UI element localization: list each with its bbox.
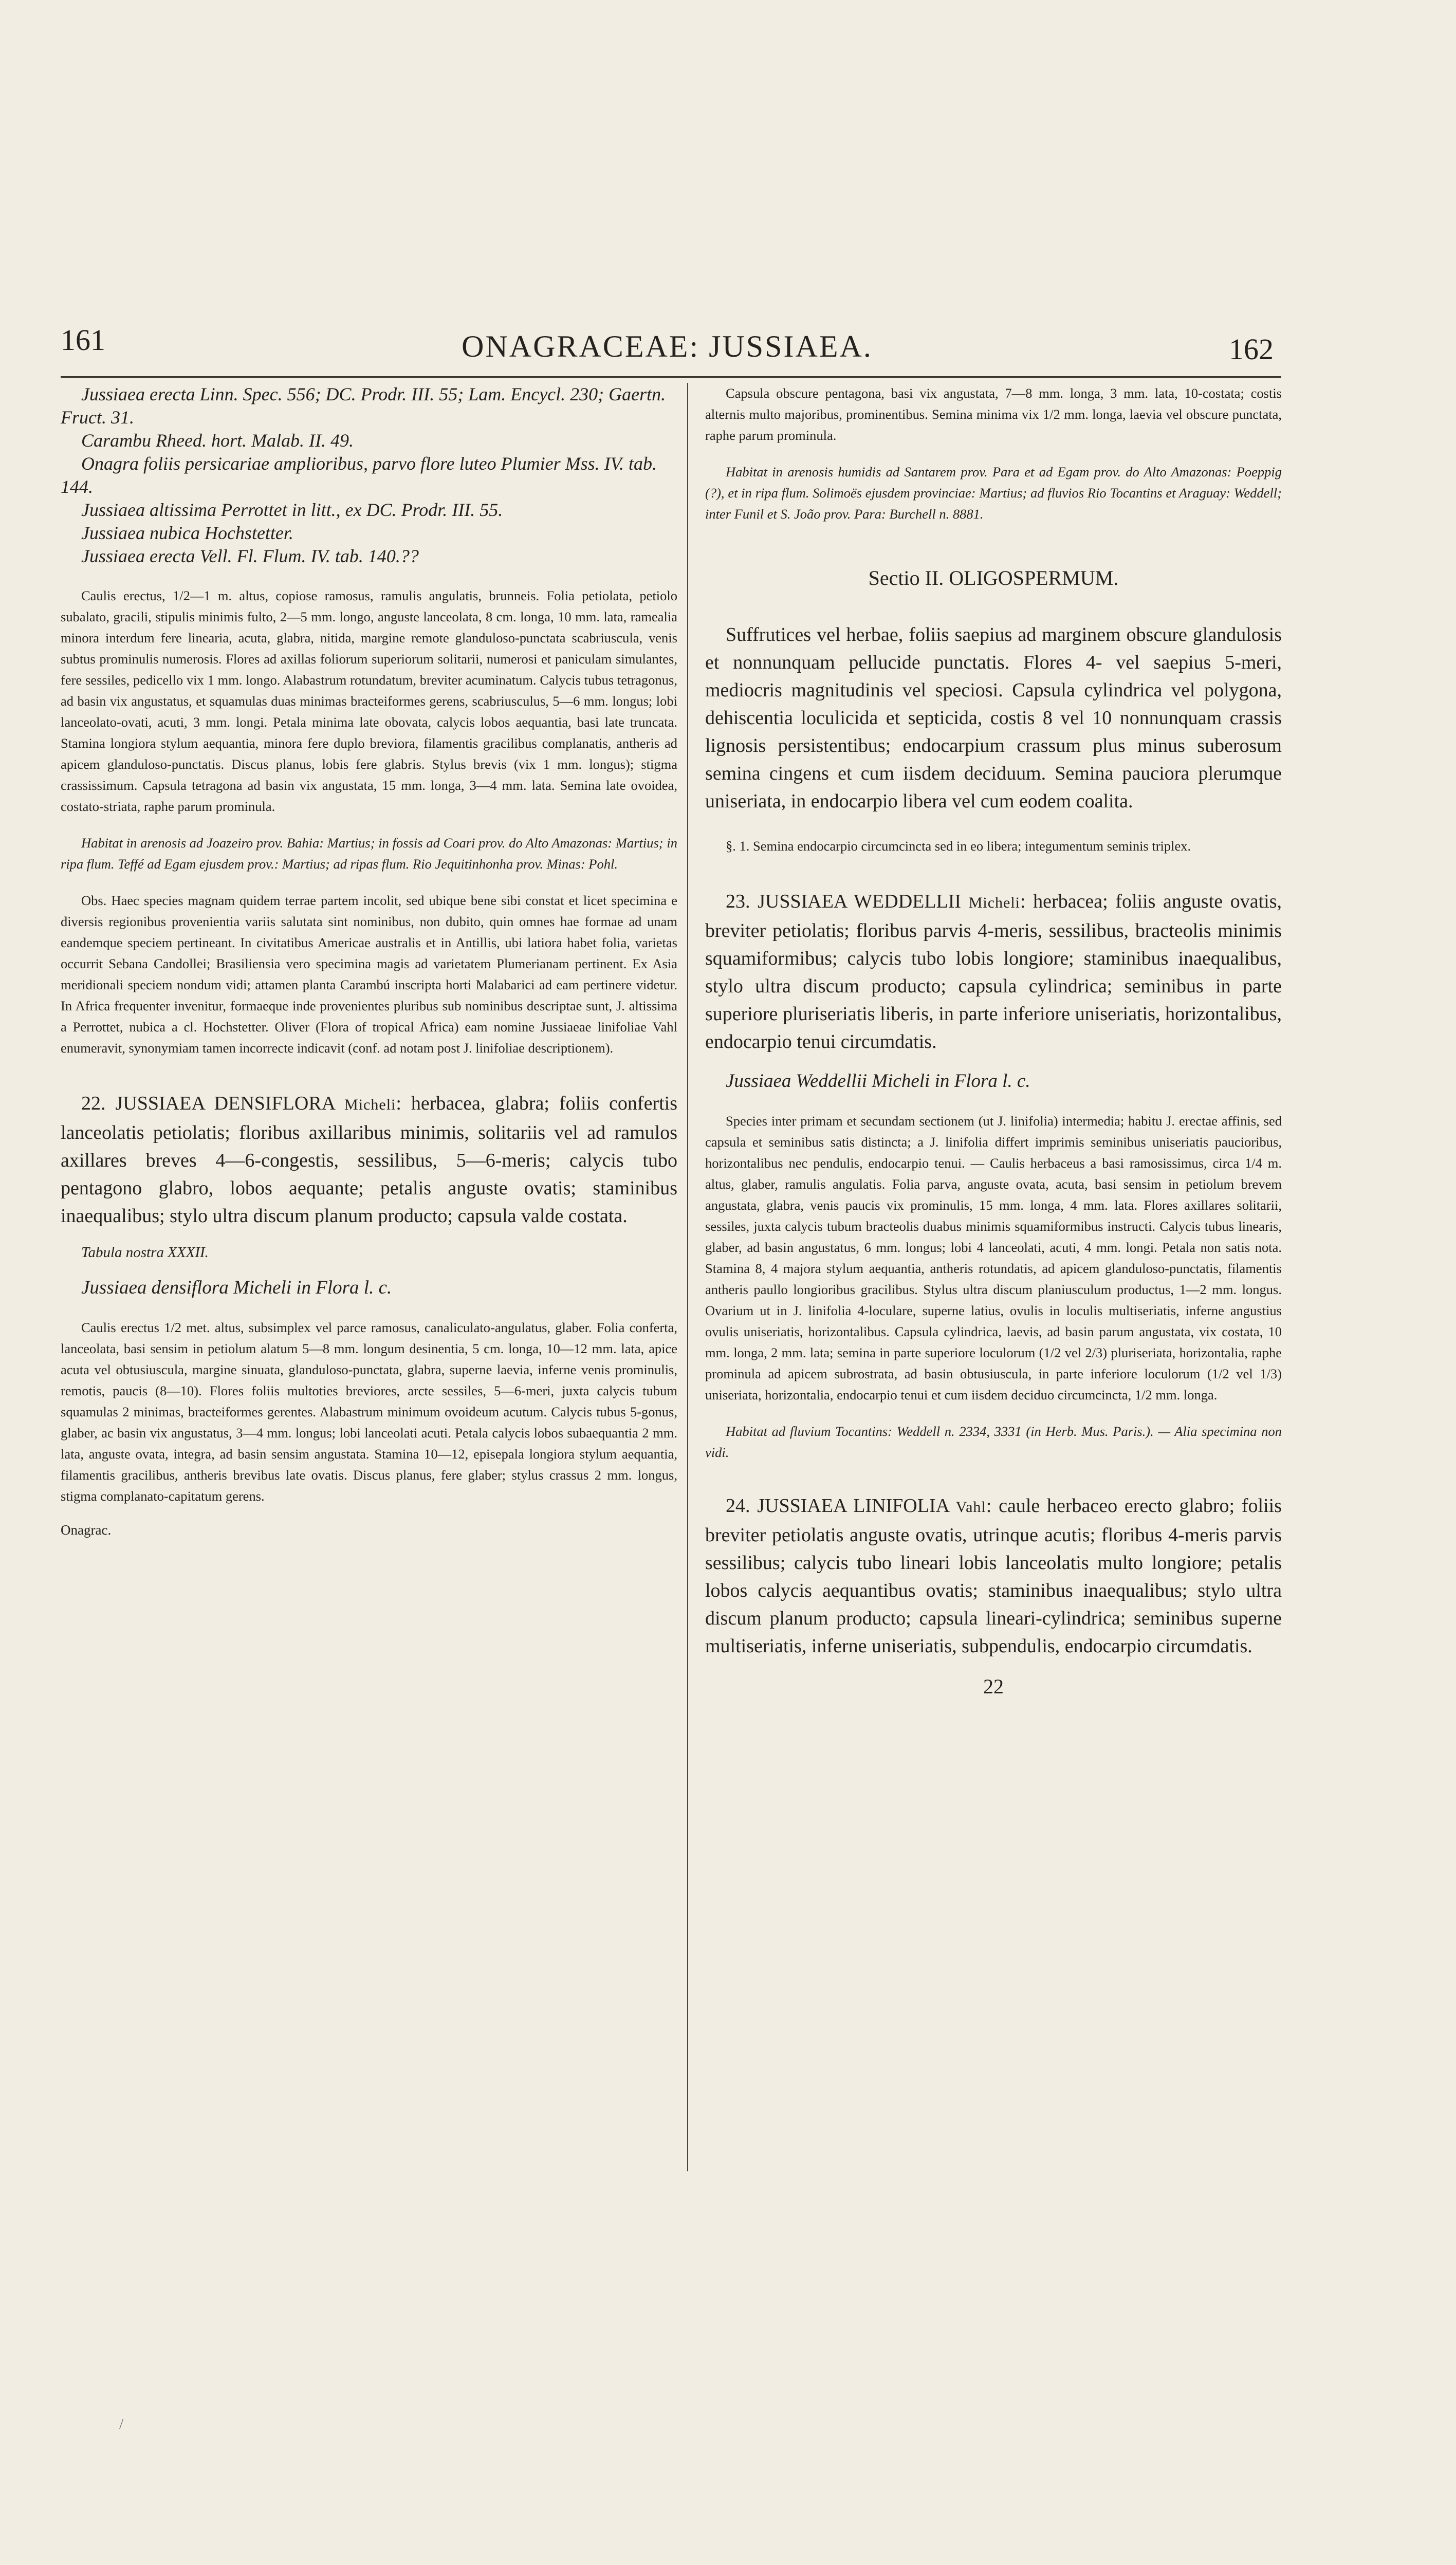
species-22-text: : herbacea, glabra; foliis confertis lanceolatis petiolatis; floribus axillaribus minimis, solitariis vel ad ramulos axillares breves 4—6-congestis, sessilibus, 5—6-meris; calycis tubo pentagono glabro, lobos aequante; petalis anguste ovatis; staminibus inaequalibus; stylo ultra discum planum producto; capsula valde costata. — [61, 1093, 677, 1227]
species-23-name: 23. JUSSIAEA WEDDELLII — [726, 891, 969, 912]
species-24-name: 24. JUSSIAEA LINIFOLIA — [726, 1495, 956, 1517]
subsection-note: §. 1. Semina endocarpio circumcincta sed in eo libera; integumentum seminis triplex. — [726, 838, 1191, 854]
synonym-line: Jussiaea altissima Perrottet in litt., ex DC. Prodr. III. 55. — [81, 500, 503, 520]
species-22-citation: Jussiaea densiflora Micheli in Flora l. c. — [81, 1277, 392, 1298]
habitat-erecta: Habitat in arenosis ad Joazeiro prov. Bahia: Martius; in fossis ad Coari prov. do Alto Amazonas: Martius; in ripa flum. Teffé ad Egam ejusdem prov.: Martius; ad ripas flum. Rio Jequitinhonha prov. Minas: Pohl. — [61, 835, 677, 872]
running-title: ONAGRACEAE: JUSSIAEA. — [462, 329, 873, 363]
synonym-line: Jussiaea nubica Hochstetter. — [81, 523, 293, 543]
species-22-name: 22. JUSSIAEA DENSIFLORA — [81, 1093, 345, 1114]
printer-signature: 22 — [983, 1675, 1004, 1698]
synonym-line: Carambu Rheed. hort. Malab. II. 49. — [81, 430, 354, 451]
page-number-right: 162 — [1229, 333, 1274, 366]
synonym-line: Jussiaea erecta Linn. Spec. 556; DC. Prodr. III. 55; Lam. Encycl. 230; Gaertn. Fruct. 31. — [61, 384, 666, 428]
section-title: Sectio II. OLIGOSPERMUM. — [868, 566, 1119, 589]
synonym-line: Jussiaea erecta Vell. Fl. Flum. IV. tab. 140.?? — [81, 546, 419, 566]
synonym-line: Onagra foliis persicariae amplioribus, parvo flore luteo Plumier Mss. IV. tab. 144. — [61, 453, 657, 497]
species-24-text: : caule herbaceo erecto glabro; foliis breviter petiolatis anguste ovatis, utrinque acutis; floribus 4-meris parvis sessilibus; calycis tubo lineari lobis lanceolatis multo longiore; petalis lobos calycis aequantibus ovatis; staminibus inaequalibus; stylo ultra discum planum producto; capsula lineari-cylindrica; seminibus superne multiseriatis, inferne uniseriatis, subpendulis, endocarpio circumdatis. — [705, 1495, 1282, 1657]
column-divider — [687, 383, 688, 2171]
page-number-left: 161 — [61, 323, 105, 357]
description-weddellii: Species inter primam et secundam sectionem (ut J. linifolia) intermedia; habitu J. erectae affinis, sed capsula et seminibus satis distincta; a J. linifolia differt imprimis seminibus uniseriatis paucioribus, horizontalibus nec pendulis, endocarpio tenui. — Caulis herbaceus a basi ramosissimus, circa 1/4 m. altus, glaber, ramulis angulatis. Folia parva, anguste ovata, acuta, basi sensim in petiolum brevem angustata, glabra, venis paucis vix prominulis, 15 mm. longa, 4 mm. lata. Flores axillares solitarii, sessiles, juxta calycis tubum bracteolis duabus minimis squamiformibus instructi. Calycis tubus linearis, glaber, ad basin angustatus, 6 mm. longus; lobi 4 lanceolati, acuti, 4 mm. longi. Petala non satis nota. Stamina 8, 4 majora stylum aequantia, antheris rotundatis, ad apicem glanduloso-punctatis, filamentis antheris paullo longioribus gracilibus. Stylus ultra discum planiusculum productus, 1—2 mm. longus. Ovarium ut in J. linifolia 4-loculare, superne latius, ovulis in loculis multiseriatis, inferne angustius ovulis uniseriatis, horizontalibus. Capsula cylindrica, laevis, ad basin parum angustata, vix costata, 10 mm. longa, 2 mm. lata; semina in parte superiore loculorum (1/2 vel 2/3) pluriseriata, horizontalia, raphe prominula ad apicem subrostrata, ad basin obtusiuscula, in parte inferiore loculorum (1/2 vel 1/3) uniseriata, horizontalia, endocarpio tenui et cum iisdem deciduo circumcincta, 1/2 mm. longa. — [705, 1113, 1282, 1403]
species-23-citation: Jussiaea Weddellii Micheli in Flora l. c. — [726, 1071, 1030, 1092]
species-23-text: : herbacea; foliis anguste ovatis, breviter petiolatis; floribus parvis 4-meris, sessilibus, bracteolis minimis squamiformibus; calycis tubo lobis longiore; staminibus inaequalibus, stylo ultra discum producto; capsula cylindrica; seminibus in parte superiore pluriseriatis liberis, in parte inferiore uniseriatis, horizontalibus, endocarpio tenui circumdatis. — [705, 891, 1282, 1053]
observation: Obs. Haec species magnam quidem terrae partem incolit, sed ubique bene sibi constat et licet specimina e diversis regionibus provenientia variis salutata sint nominibus, non dubito, quin omnes hae formae ad unam eandemque speciem pertineant. In civitatibus Americae australis et in Antillis, ubi latiora habet folia, varietas occurrit Sebana Candollei; Brasiliensia vero specimina magis ad varietatem Plumerianam pertinent. Ex Asia meridionali speciem nondum vidi; attamen planta Carambú inscripta horti Malabarici ad eam pertinere videtur. In Africa frequenter invenitur, formaeque inde provenientes pluribus sub nominibus descriptae sunt, J. altissima a Perrottet, nubica a cl. Hochstetter. Oliver (Flora of tropical Africa) eam nomine Jussiaeae linifoliae Vahl enumeravit, synonymiam tamen incorrecte indicavit (conf. ad notam post J. linifoliae descriptionem). — [61, 893, 677, 1056]
page-header — [61, 323, 1274, 369]
capsula-description: Capsula obscure pentagona, basi vix angustata, 7—8 mm. longa, 3 mm. lata, 10-costata; costis alternis multo majoribus, prominentibus. Semina minima vix 1/2 mm. longa, laevia vel obscure punctata, raphe parum prominula. — [705, 385, 1282, 443]
description-densiflora: Caulis erectus 1/2 met. altus, subsimplex vel parce ramosus, canaliculato-angulatus, glaber. Folia conferta, lanceolata, basi sensim in petiolum alatum 5—8 mm. longum desinentia, 5 cm. longa, 10—12 mm. lata, apice acuta vel obtusiuscula, margine sinuata, glanduloso-punctata, glabra, superne laevia, inferne venis prominulis, remotis, paucis (8—10). Flores foliis multoties breviores, arcte sessiles, 5—6-meri, juxta calycis tubum squamulas 2 minimas, bracteiformes gerentes. Alabastrum minimum ovoideum acutum. Calycis tubus 5-gonus, glaber, ac basin vix angustatus, 3—4 mm. longus; lobi lanceolati acuti. Petala calycis lobos subaequantia 2 mm. lata, anguste ovata, integra, ad basin sensim angustata. Stamina 10—12, episepala longiora stylum aequantia, filamentis gracilibus, antheris brevibus late ovatis. Discus planus, fere glaber; stylus crassus 2 mm. longus, stigma complanato-capitatum gerens. — [61, 1320, 677, 1504]
species-22-author: Micheli — [344, 1096, 396, 1113]
left-column — [61, 383, 677, 1538]
species-23-diagnosis — [705, 888, 1282, 1056]
habitat-densiflora: Habitat in arenosis humidis ad Santarem prov. Para et ad Egam prov. do Alto Amazonas: Poeppig (?), et in ripa flum. Solimoës ejusdem provinciae: Martius; ad fluvios Rio Tocantins et Araguay: Weddell; inter Funil et S. João prov. Para: Burchell n. 8881. — [705, 464, 1282, 522]
header-rule — [61, 376, 1281, 378]
section-description: Suffrutices vel herbae, foliis saepius ad marginem obscure glandulosis et nonnunquam pellucide punctatis. Flores 4- vel saepius 5-meri, mediocris magnitudinis vel speciosi. Capsula cylindrica vel polygona, dehiscentia loculicida et septicida, costis 8 vel 10 nonnunquam crassis lignosis persistentibus; endocarpium crassum plus minus suberosum semina cingens et cum iisdem deciduum. Semina pauciora plerumque uniseriata, in endocarpio libera vel cum eodem coalita. — [705, 624, 1282, 812]
plate-reference: Tabula nostra XXXII. — [81, 1244, 209, 1261]
pencil-mark: / — [119, 2415, 124, 2432]
habitat-weddellii: Habitat ad fluvium Tocantins: Weddell n. 2334, 3331 (in Herb. Mus. Paris.). — Alia specimina non vidi. — [705, 1424, 1282, 1460]
species-23-author: Micheli — [968, 894, 1021, 911]
description-erecta: Caulis erectus, 1/2—1 m. altus, copiose ramosus, ramulis angulatis, brunneis. Folia petiolata, petiolo subalato, gracili, stipulis minimis fulto, 2—5 mm. longo, anguste lanceolata, 8 cm. longa, 10 mm. lata, ramealia minora interdum fere linearia, acuta, glabra, nitida, margine remote glanduloso-punctata scabriuscula, venis subtus prominulis numerosis. Flores ad axillas foliorum superiorum solitarii, numerosi et paniculam simulantes, fere sessiles, pedicello vix 1 mm. longo. Alabastrum rotundatum, breviter acuminatum. Calycis tubus tetragonus, ad basin vix angustatus, et squamulas duas minimas bracteiformes gerens, scabriusculus, 5—6 mm. longus; lobi lanceolato-ovati, acuti, 3 mm. longi. Petala minima late obovata, calycis lobos aequantia, basi late truncata. Stamina longiora stylum aequantia, minora fere duplo breviora, filamentis gracilibus complanatis, antheris ad apicem glanduloso-punctatis. Discus planus, lobis fere glabris. Stylus brevis (vix 1 mm. longus); stigma crassissimum. Capsula tetragona ad basin vix angustata, 15 mm. longa, 3—4 mm. lata. Semina late ovoidea, costato-striata, raphe parum prominula. — [61, 588, 677, 814]
species-24-diagnosis — [705, 1492, 1282, 1660]
species-24-author: Vahl — [955, 1499, 986, 1516]
right-column — [705, 383, 1282, 1699]
footer-signature: Onagrac. — [61, 1522, 112, 1538]
species-22-diagnosis — [61, 1090, 677, 1230]
synonymy-list — [61, 383, 677, 568]
